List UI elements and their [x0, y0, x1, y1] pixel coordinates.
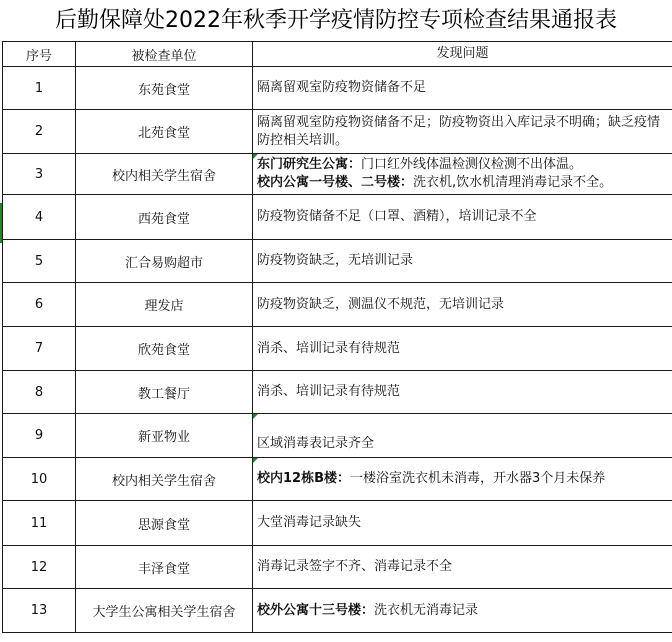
cell-issue[interactable] [253, 371, 672, 414]
cell-index[interactable]: 12 [3, 546, 76, 589]
table-row [3, 546, 672, 589]
cell-unit[interactable]: 北苑食堂 [76, 110, 253, 154]
cell-unit[interactable]: 校内相关学生宿舍 [76, 458, 253, 501]
issue-line [257, 156, 672, 174]
cell-issue[interactable] [253, 546, 672, 589]
cell-index[interactable]: 5 [3, 240, 76, 283]
issue-line [257, 435, 672, 453]
cell-issue[interactable] [253, 501, 672, 546]
cell-issue[interactable] [253, 327, 672, 371]
cell-unit[interactable]: 东苑食堂 [76, 67, 253, 110]
cell-unit[interactable]: 理发店 [76, 283, 253, 327]
issue-text: 消杀、培训记录有待规范 [257, 384, 401, 399]
inspection-table [2, 41, 672, 633]
table-row [3, 371, 672, 414]
cell-index[interactable]: 11 [3, 501, 76, 546]
cell-unit[interactable]: 教工餐厅 [76, 371, 253, 414]
cell-unit[interactable]: 丰泽食堂 [76, 546, 253, 589]
table-row [3, 283, 672, 327]
cell-index[interactable]: 1 [3, 67, 76, 110]
table-row [3, 458, 672, 501]
issue-text: 大堂消毒记录缺失 [257, 515, 362, 530]
table-row [3, 589, 672, 633]
cell-issue[interactable] [253, 589, 672, 633]
issue-location: 东门研究生公寓： [257, 157, 362, 172]
issue-location: 校内12栋B楼： [257, 471, 350, 486]
issue-text: 区域消毒表记录齐全 [257, 436, 375, 451]
issue-text: 防疫物资储备不足（口罩、酒精），培训记录不全 [257, 209, 537, 224]
issue-line [257, 174, 672, 192]
table-row [3, 195, 672, 240]
cell-unit[interactable]: 校内相关学生宿舍 [76, 154, 253, 195]
table-row [3, 110, 672, 154]
issue-line [257, 252, 672, 270]
issue-line [257, 470, 672, 488]
header-unit[interactable]: 被检查单位 [76, 42, 253, 67]
issue-text: 隔离留观室防疫物资储备不足；防疫物资出入库记录不明确；缺乏疫情防控相关培训。 [257, 114, 661, 148]
cell-index[interactable]: 7 [3, 327, 76, 371]
cell-index[interactable]: 13 [3, 589, 76, 633]
table-row [3, 327, 672, 371]
cell-issue[interactable] [253, 240, 672, 283]
table-row [3, 414, 672, 458]
table-row [3, 67, 672, 110]
issue-text: 消杀、培训记录有待规范 [257, 340, 401, 356]
issue-location: 校内公寓一号楼、二号楼： [257, 175, 414, 190]
cell-issue[interactable] [253, 283, 672, 327]
issue-location: 校外公寓十三号楼： [257, 602, 375, 618]
cell-index[interactable]: 4 [3, 195, 76, 240]
cell-index[interactable]: 10 [3, 458, 76, 501]
issue-text: 防疫物资缺乏，测温仪不规范，无培训记录 [257, 296, 505, 312]
cell-issue[interactable] [253, 458, 672, 501]
issue-line [257, 514, 672, 532]
issue-text: 洗衣机,饮水机清理消毒记录不全。 [413, 175, 613, 190]
cell-issue[interactable] [253, 195, 672, 240]
issue-text: 一楼浴室洗衣机未消毒，开水器3个月未保养 [350, 471, 606, 486]
issue-line [257, 296, 672, 314]
sheet-title: 后勤保障处2022年秋季开学疫情防控专项检查结果通报表 [55, 8, 617, 33]
row-selection-marker [0, 203, 2, 243]
issue-line [257, 114, 672, 150]
table-header-row [3, 42, 672, 67]
table-row [3, 240, 672, 283]
issue-line [257, 558, 672, 576]
cell-issue[interactable] [253, 110, 672, 154]
issue-line [257, 602, 672, 620]
cell-unit[interactable]: 西苑食堂 [76, 195, 253, 240]
cell-index[interactable]: 3 [3, 154, 76, 195]
cell-issue[interactable] [253, 67, 672, 110]
issue-text: 消毒记录签字不齐、消毒记录不全 [257, 559, 453, 574]
issue-text: 门口红外线体温检测仪检测不出体温。 [361, 157, 583, 172]
issue-line [257, 208, 672, 226]
cell-unit[interactable]: 欣苑食堂 [76, 327, 253, 371]
cell-index[interactable]: 9 [3, 414, 76, 458]
header-index[interactable]: 序号 [3, 42, 76, 67]
cell-unit[interactable]: 新亚物业 [76, 414, 253, 458]
issue-line [257, 340, 672, 358]
issue-text: 防疫物资缺乏，无培训记录 [257, 253, 414, 268]
issue-line [257, 383, 672, 401]
cell-index[interactable]: 8 [3, 371, 76, 414]
cell-index[interactable]: 6 [3, 283, 76, 327]
issue-text: 洗衣机无消毒记录 [374, 602, 479, 618]
cell-index[interactable]: 2 [3, 110, 76, 154]
cell-unit[interactable]: 大学生公寓相关学生宿舍 [76, 589, 253, 633]
cell-issue[interactable] [253, 414, 672, 458]
cell-issue[interactable] [253, 154, 672, 195]
cell-unit[interactable]: 思源食堂 [76, 501, 253, 546]
table-row [3, 501, 672, 546]
cell-unit[interactable]: 汇合易购超市 [76, 240, 253, 283]
issue-line [257, 79, 672, 97]
header-issue[interactable]: 发现问题 [253, 42, 672, 67]
issue-text: 隔离留观室防疫物资储备不足 [257, 80, 427, 95]
table-row [3, 154, 672, 195]
